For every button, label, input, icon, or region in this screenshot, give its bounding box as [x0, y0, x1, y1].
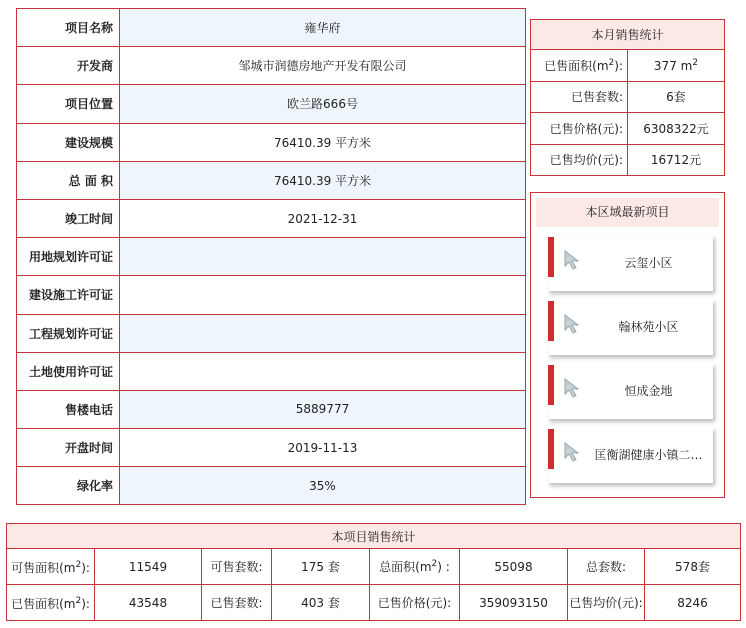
avail-units-label: 可售套数:: [202, 549, 272, 585]
info-label: 工程规划许可证: [17, 314, 120, 352]
info-row: [17, 47, 526, 85]
info-value: 2021-12-31: [120, 199, 526, 237]
monthly-price-value: 6308322元: [628, 113, 725, 144]
sold-price-label: 已售价格(元):: [370, 585, 460, 621]
info-value: 邹城市润德房地产开发有限公司: [120, 47, 526, 85]
total-area-value: 55098: [460, 549, 568, 585]
monthly-units-value: 6套: [628, 81, 725, 112]
info-row: [17, 9, 526, 47]
info-value: 35%: [120, 467, 526, 505]
monthly-units-label: 已售套数:: [531, 81, 628, 112]
info-value: 76410.39 平方米: [120, 123, 526, 161]
info-label: 建设施工许可证: [17, 276, 120, 314]
sold-area-label: 已售面积$(m^2)$:: [7, 585, 95, 621]
stats-title: 本项目销售统计: [7, 524, 741, 549]
project-sales-stats-table: [6, 523, 741, 621]
info-value: 雍华府: [120, 9, 526, 47]
info-value: [120, 276, 526, 314]
cursor-pointer-icon: [562, 377, 584, 399]
info-label: 建设规模: [17, 123, 120, 161]
recent-project-name[interactable]: 云玺小区: [624, 256, 673, 270]
info-value: 欧兰路666号: [120, 85, 526, 123]
info-row: [17, 276, 526, 314]
info-row: [17, 429, 526, 467]
red-flag-icon: [548, 301, 554, 341]
cursor-pointer-icon: [562, 313, 584, 335]
info-value: 76410.39 平方米: [120, 161, 526, 199]
recent-projects-panel: [530, 192, 725, 498]
cursor-pointer-icon: [562, 441, 584, 463]
monthly-title: 本月销售统计: [531, 20, 725, 50]
info-label: 绿化率: [17, 467, 120, 505]
total-units-label: 总套数:: [568, 549, 645, 585]
red-flag-icon: [548, 237, 554, 277]
info-label: 竣工时间: [17, 199, 120, 237]
info-value: 5889777: [120, 390, 526, 428]
info-row: [17, 123, 526, 161]
info-label: 开发商: [17, 47, 120, 85]
info-label: 开盘时间: [17, 429, 120, 467]
sold-avg-value: 8246: [645, 585, 741, 621]
red-flag-icon: [548, 429, 554, 469]
recent-project-item[interactable]: [548, 363, 713, 419]
sold-price-value: 359093150: [460, 585, 568, 621]
info-value: [120, 314, 526, 352]
monthly-avg-label: 已售均价(元):: [531, 144, 628, 175]
info-row: [17, 161, 526, 199]
info-value: 2019-11-13: [120, 429, 526, 467]
info-value: [120, 352, 526, 390]
sold-avg-label: 已售均价(元):: [568, 585, 645, 621]
info-label: 总 面 积: [17, 161, 120, 199]
avail-area-label: 可售面积$(m^2)$:: [7, 549, 95, 585]
info-row: [17, 314, 526, 352]
info-label: 土地使用许可证: [17, 352, 120, 390]
info-value: [120, 238, 526, 276]
sold-units-label: 已售套数:: [202, 585, 272, 621]
monthly-sales-panel: [530, 19, 725, 176]
info-label: 用地规划许可证: [17, 238, 120, 276]
recent-projects-title: 本区域最新项目: [536, 198, 719, 227]
sold-area-value: 43548: [95, 585, 202, 621]
recent-project-name[interactable]: 匡衡湖健康小镇二…: [594, 448, 703, 462]
avail-units-value: 175 套: [272, 549, 370, 585]
recent-project-item[interactable]: [548, 427, 713, 483]
recent-project-name[interactable]: 翰林苑小区: [618, 320, 679, 334]
info-row: [17, 352, 526, 390]
cursor-pointer-icon: [562, 249, 584, 271]
monthly-avg-value: 16712元: [628, 144, 725, 175]
recent-project-name[interactable]: 恒成金地: [624, 384, 673, 398]
sold-units-value: 403 套: [272, 585, 370, 621]
recent-project-item[interactable]: [548, 235, 713, 291]
total-units-value: 578套: [645, 549, 741, 585]
info-row: [17, 199, 526, 237]
monthly-price-label: 已售价格(元):: [531, 113, 628, 144]
info-label: 售楼电话: [17, 390, 120, 428]
total-area-label: 总面积$(m^2)$ :: [370, 549, 460, 585]
project-info-table: [16, 8, 526, 505]
info-row: [17, 390, 526, 428]
monthly-area-label: 已售面积$(m^2)$:: [531, 50, 628, 81]
recent-project-item[interactable]: [548, 299, 713, 355]
info-row: [17, 238, 526, 276]
info-row: [17, 467, 526, 505]
info-row: [17, 85, 526, 123]
avail-area-value: 11549: [95, 549, 202, 585]
info-label: 项目位置: [17, 85, 120, 123]
red-flag-icon: [548, 365, 554, 405]
monthly-area-value: 377 $m^2$: [628, 50, 725, 81]
info-label: 项目名称: [17, 9, 120, 47]
